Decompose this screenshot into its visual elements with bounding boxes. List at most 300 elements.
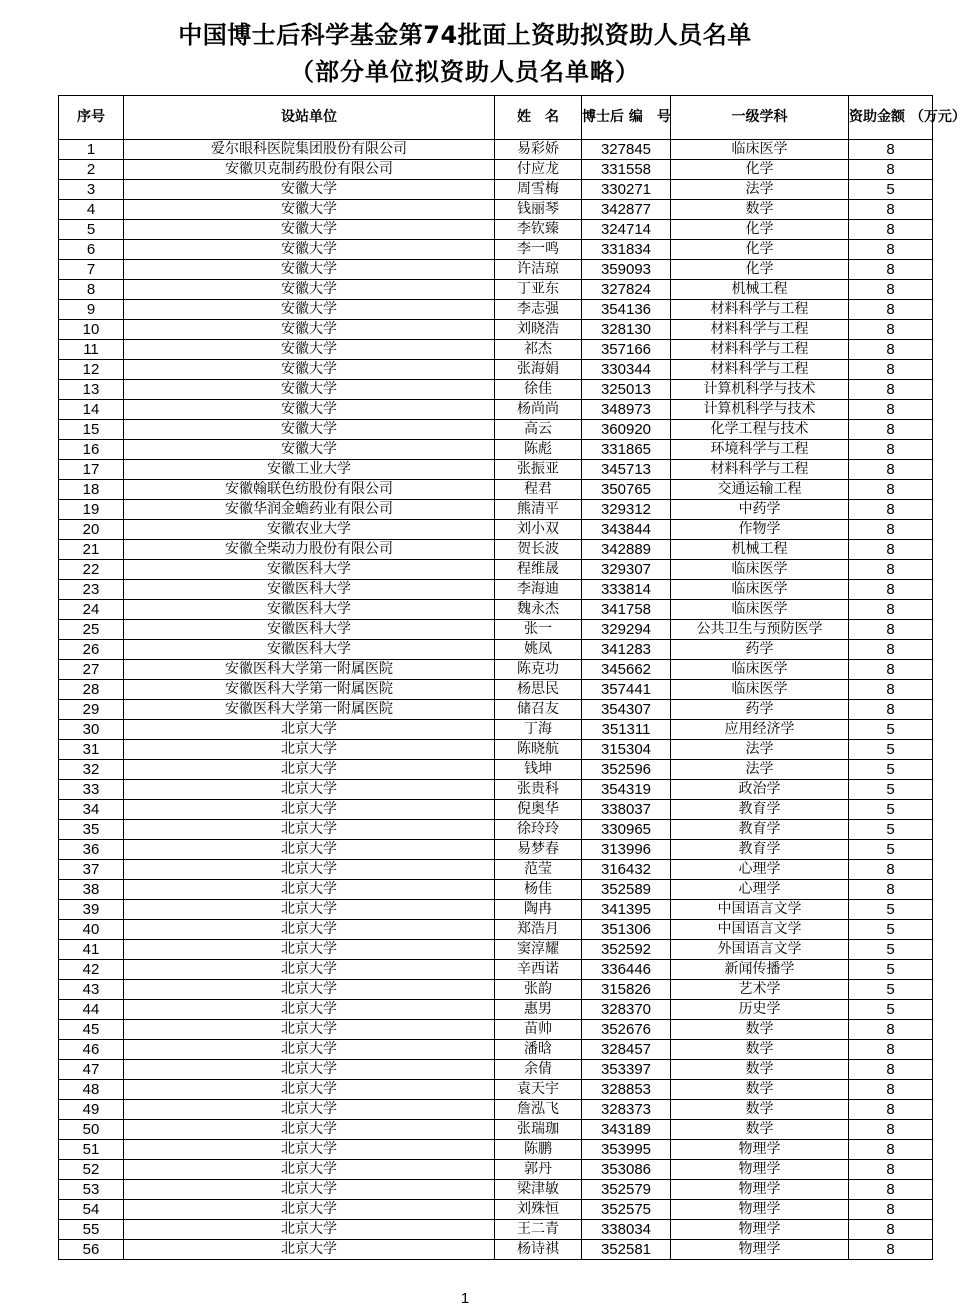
cell-unit: 北京大学: [124, 720, 495, 740]
cell-name: 惠男: [495, 1000, 582, 1020]
table-row: [59, 900, 933, 920]
cell-amount: 8: [849, 460, 933, 480]
cell-postdoc-code: 315826: [582, 980, 671, 1000]
cell-subject: 物理学: [671, 1140, 849, 1160]
cell-unit: 北京大学: [124, 740, 495, 760]
cell-index: 25: [59, 620, 124, 640]
cell-index: 49: [59, 1100, 124, 1120]
cell-name: 付应龙: [495, 160, 582, 180]
cell-amount: 5: [849, 940, 933, 960]
cell-name: 王二青: [495, 1220, 582, 1240]
document-title: 中国博士后科学基金第74批面上资助拟资助人员名单: [178, 21, 752, 49]
cell-amount: 8: [849, 580, 933, 600]
cell-amount: 8: [849, 360, 933, 380]
cell-name: 张瑞珈: [495, 1120, 582, 1140]
cell-amount: 8: [849, 500, 933, 520]
header-amount: 资助金额 （万元）: [849, 96, 933, 140]
cell-subject: 数学: [671, 200, 849, 220]
cell-index: 16: [59, 440, 124, 460]
cell-subject: 临床医学: [671, 660, 849, 680]
cell-subject: 临床医学: [671, 580, 849, 600]
table-row: [59, 920, 933, 940]
cell-index: 35: [59, 820, 124, 840]
cell-subject: 材料科学与工程: [671, 460, 849, 480]
cell-name: 张贵科: [495, 780, 582, 800]
cell-postdoc-code: 343844: [582, 520, 671, 540]
cell-amount: 5: [849, 820, 933, 840]
cell-index: 47: [59, 1060, 124, 1080]
cell-amount: 8: [849, 340, 933, 360]
cell-unit: 北京大学: [124, 820, 495, 840]
cell-name: 余倩: [495, 1060, 582, 1080]
cell-index: 13: [59, 380, 124, 400]
table-row: [59, 360, 933, 380]
cell-postdoc-code: 352592: [582, 940, 671, 960]
cell-postdoc-code: 341283: [582, 640, 671, 660]
cell-unit: 安徽大学: [124, 420, 495, 440]
cell-subject: 交通运输工程: [671, 480, 849, 500]
cell-postdoc-code: 328130: [582, 320, 671, 340]
cell-name: 郑浩月: [495, 920, 582, 940]
cell-postdoc-code: 357441: [582, 680, 671, 700]
cell-postdoc-code: 345662: [582, 660, 671, 680]
cell-index: 17: [59, 460, 124, 480]
cell-amount: 8: [849, 260, 933, 280]
page-number: 1: [460, 1290, 470, 1307]
cell-unit: 北京大学: [124, 1040, 495, 1060]
cell-index: 34: [59, 800, 124, 820]
cell-subject: 环境科学与工程: [671, 440, 849, 460]
cell-name: 陶冉: [495, 900, 582, 920]
cell-subject: 政治学: [671, 780, 849, 800]
cell-index: 32: [59, 760, 124, 780]
cell-unit: 安徽医科大学: [124, 560, 495, 580]
cell-amount: 5: [849, 740, 933, 760]
cell-unit: 安徽大学: [124, 400, 495, 420]
cell-subject: 作物学: [671, 520, 849, 540]
table-row: [59, 400, 933, 420]
table-row: [59, 140, 933, 160]
cell-subject: 外国语言文学: [671, 940, 849, 960]
cell-index: 51: [59, 1140, 124, 1160]
cell-amount: 5: [849, 960, 933, 980]
cell-postdoc-code: 330344: [582, 360, 671, 380]
cell-index: 3: [59, 180, 124, 200]
cell-postdoc-code: 328457: [582, 1040, 671, 1060]
cell-postdoc-code: 360920: [582, 420, 671, 440]
cell-postdoc-code: 352589: [582, 880, 671, 900]
cell-unit: 安徽大学: [124, 340, 495, 360]
cell-unit: 安徽全柴动力股份有限公司: [124, 540, 495, 560]
cell-amount: 5: [849, 900, 933, 920]
cell-unit: 安徽大学: [124, 260, 495, 280]
cell-postdoc-code: 345713: [582, 460, 671, 480]
cell-postdoc-code: 333814: [582, 580, 671, 600]
cell-postdoc-code: 336446: [582, 960, 671, 980]
cell-amount: 5: [849, 1000, 933, 1020]
cell-amount: 8: [849, 600, 933, 620]
cell-subject: 材料科学与工程: [671, 360, 849, 380]
cell-unit: 北京大学: [124, 1080, 495, 1100]
cell-subject: 法学: [671, 740, 849, 760]
table-row: [59, 460, 933, 480]
cell-postdoc-code: 328370: [582, 1000, 671, 1020]
table-row: [59, 720, 933, 740]
cell-amount: 8: [849, 140, 933, 160]
cell-unit: 北京大学: [124, 1140, 495, 1160]
cell-amount: 8: [849, 620, 933, 640]
cell-postdoc-code: 313996: [582, 840, 671, 860]
cell-unit: 安徽大学: [124, 320, 495, 340]
cell-name: 潘晗: [495, 1040, 582, 1060]
cell-unit: 北京大学: [124, 980, 495, 1000]
cell-subject: 临床医学: [671, 140, 849, 160]
table-row: [59, 660, 933, 680]
cell-name: 丁海: [495, 720, 582, 740]
cell-subject: 教育学: [671, 820, 849, 840]
cell-amount: 8: [849, 1080, 933, 1100]
cell-name: 李志强: [495, 300, 582, 320]
header-index: 序号: [59, 96, 124, 140]
cell-subject: 中药学: [671, 500, 849, 520]
cell-subject: 物理学: [671, 1200, 849, 1220]
cell-subject: 物理学: [671, 1160, 849, 1180]
cell-postdoc-code: 359093: [582, 260, 671, 280]
cell-postdoc-code: 348973: [582, 400, 671, 420]
cell-unit: 北京大学: [124, 780, 495, 800]
cell-index: 43: [59, 980, 124, 1000]
cell-index: 44: [59, 1000, 124, 1020]
cell-index: 31: [59, 740, 124, 760]
table-row: [59, 840, 933, 860]
cell-name: 张海娟: [495, 360, 582, 380]
cell-amount: 5: [849, 840, 933, 860]
table-row: [59, 240, 933, 260]
cell-amount: 8: [849, 1060, 933, 1080]
cell-name: 祁杰: [495, 340, 582, 360]
cell-name: 梁津敏: [495, 1180, 582, 1200]
cell-name: 陈鹏: [495, 1140, 582, 1160]
cell-subject: 物理学: [671, 1220, 849, 1240]
cell-amount: 8: [849, 280, 933, 300]
table-row: [59, 180, 933, 200]
cell-name: 詹泓飞: [495, 1100, 582, 1120]
cell-amount: 8: [849, 1220, 933, 1240]
cell-unit: 安徽翰联色纺股份有限公司: [124, 480, 495, 500]
cell-index: 39: [59, 900, 124, 920]
cell-subject: 临床医学: [671, 600, 849, 620]
cell-postdoc-code: 330965: [582, 820, 671, 840]
cell-subject: 艺术学: [671, 980, 849, 1000]
cell-name: 窦淳耀: [495, 940, 582, 960]
cell-subject: 数学: [671, 1060, 849, 1080]
cell-amount: 8: [849, 1240, 933, 1260]
cell-index: 15: [59, 420, 124, 440]
cell-postdoc-code: 353397: [582, 1060, 671, 1080]
cell-subject: 临床医学: [671, 560, 849, 580]
table-row: [59, 420, 933, 440]
cell-name: 辛西诺: [495, 960, 582, 980]
cell-name: 钱丽琴: [495, 200, 582, 220]
cell-name: 刘殊恒: [495, 1200, 582, 1220]
cell-subject: 计算机科学与技术: [671, 380, 849, 400]
cell-postdoc-code: 341395: [582, 900, 671, 920]
cell-subject: 教育学: [671, 840, 849, 860]
table-header: [59, 96, 966, 140]
cell-amount: 8: [849, 420, 933, 440]
table-row: [59, 520, 933, 540]
cell-unit: 安徽贝克制药股份有限公司: [124, 160, 495, 180]
cell-amount: 8: [849, 300, 933, 320]
cell-postdoc-code: 351311: [582, 720, 671, 740]
table-row: [59, 1180, 933, 1200]
cell-postdoc-code: 352596: [582, 760, 671, 780]
table-row: [59, 340, 933, 360]
cell-postdoc-code: 350765: [582, 480, 671, 500]
cell-subject: 药学: [671, 640, 849, 660]
cell-index: 24: [59, 600, 124, 620]
cell-index: 26: [59, 640, 124, 660]
cell-amount: 8: [849, 1160, 933, 1180]
table-row: [59, 260, 933, 280]
cell-name: 苗帅: [495, 1020, 582, 1040]
cell-postdoc-code: 354136: [582, 300, 671, 320]
cell-index: 21: [59, 540, 124, 560]
table-row: [59, 1060, 933, 1080]
cell-amount: 8: [849, 400, 933, 420]
document-subtitle: （部分单位拟资助人员名单略）: [290, 58, 640, 86]
cell-index: 52: [59, 1160, 124, 1180]
cell-index: 37: [59, 860, 124, 880]
table-row: [59, 320, 933, 340]
cell-postdoc-code: 352676: [582, 1020, 671, 1040]
cell-subject: 中国语言文学: [671, 900, 849, 920]
cell-index: 33: [59, 780, 124, 800]
cell-index: 40: [59, 920, 124, 940]
cell-subject: 新闻传播学: [671, 960, 849, 980]
cell-unit: 爱尔眼科医院集团股份有限公司: [124, 140, 495, 160]
cell-amount: 5: [849, 720, 933, 740]
table-row: [59, 380, 933, 400]
table-row: [59, 760, 933, 780]
cell-unit: 北京大学: [124, 940, 495, 960]
cell-postdoc-code: 328853: [582, 1080, 671, 1100]
cell-amount: 8: [849, 480, 933, 500]
table-row: [59, 620, 933, 640]
cell-name: 易彩娇: [495, 140, 582, 160]
cell-subject: 药学: [671, 700, 849, 720]
cell-index: 50: [59, 1120, 124, 1140]
cell-subject: 中国语言文学: [671, 920, 849, 940]
cell-index: 9: [59, 300, 124, 320]
cell-subject: 物理学: [671, 1180, 849, 1200]
cell-amount: 8: [849, 560, 933, 580]
cell-unit: 安徽医科大学: [124, 620, 495, 640]
cell-unit: 安徽大学: [124, 440, 495, 460]
cell-amount: 5: [849, 760, 933, 780]
cell-name: 钱坤: [495, 760, 582, 780]
cell-postdoc-code: 315304: [582, 740, 671, 760]
cell-subject: 化学: [671, 220, 849, 240]
cell-postdoc-code: 331558: [582, 160, 671, 180]
table-row: [59, 1120, 933, 1140]
cell-index: 1: [59, 140, 124, 160]
table-row: [59, 1220, 933, 1240]
table-row: [59, 1040, 933, 1060]
table-row: [59, 580, 933, 600]
cell-name: 姚凤: [495, 640, 582, 660]
cell-postdoc-code: 324714: [582, 220, 671, 240]
cell-name: 杨诗祺: [495, 1240, 582, 1260]
cell-postdoc-code: 329312: [582, 500, 671, 520]
cell-subject: 化学工程与技术: [671, 420, 849, 440]
header-name: 姓 名: [495, 96, 582, 140]
cell-index: 27: [59, 660, 124, 680]
cell-postdoc-code: 353995: [582, 1140, 671, 1160]
cell-name: 刘晓浩: [495, 320, 582, 340]
cell-name: 丁亚东: [495, 280, 582, 300]
cell-index: 42: [59, 960, 124, 980]
cell-postdoc-code: 316432: [582, 860, 671, 880]
table-row: [59, 560, 933, 580]
cell-subject: 机械工程: [671, 280, 849, 300]
cell-postdoc-code: 328373: [582, 1100, 671, 1120]
cell-postdoc-code: 338037: [582, 800, 671, 820]
cell-index: 18: [59, 480, 124, 500]
cell-unit: 北京大学: [124, 860, 495, 880]
cell-unit: 安徽农业大学: [124, 520, 495, 540]
cell-amount: 8: [849, 320, 933, 340]
cell-index: 11: [59, 340, 124, 360]
cell-unit: 安徽医科大学: [124, 580, 495, 600]
cell-subject: 机械工程: [671, 540, 849, 560]
cell-amount: 8: [849, 200, 933, 220]
cell-name: 徐佳: [495, 380, 582, 400]
cell-name: 周雪梅: [495, 180, 582, 200]
cell-subject: 材料科学与工程: [671, 340, 849, 360]
cell-postdoc-code: 331865: [582, 440, 671, 460]
header-subject: 一级学科: [671, 96, 849, 140]
cell-name: 李海迪: [495, 580, 582, 600]
cell-subject: 公共卫生与预防医学: [671, 620, 849, 640]
cell-unit: 北京大学: [124, 1060, 495, 1080]
cell-index: 28: [59, 680, 124, 700]
cell-name: 张韵: [495, 980, 582, 1000]
cell-amount: 5: [849, 920, 933, 940]
cell-index: 22: [59, 560, 124, 580]
cell-name: 袁天宇: [495, 1080, 582, 1100]
cell-index: 4: [59, 200, 124, 220]
cell-amount: 8: [849, 680, 933, 700]
header-unit: 设站单位: [124, 96, 495, 140]
cell-index: 23: [59, 580, 124, 600]
cell-subject: 物理学: [671, 1240, 849, 1260]
table-row: [59, 740, 933, 760]
table-row: [59, 440, 933, 460]
cell-amount: 8: [849, 660, 933, 680]
cell-subject: 数学: [671, 1080, 849, 1100]
table-row: [59, 1020, 933, 1040]
cell-index: 53: [59, 1180, 124, 1200]
cell-index: 5: [59, 220, 124, 240]
cell-unit: 安徽大学: [124, 380, 495, 400]
cell-unit: 北京大学: [124, 760, 495, 780]
cell-unit: 北京大学: [124, 840, 495, 860]
cell-subject: 数学: [671, 1120, 849, 1140]
cell-subject: 化学: [671, 260, 849, 280]
table-row: [59, 160, 933, 180]
cell-amount: 8: [849, 1100, 933, 1120]
cell-unit: 北京大学: [124, 1200, 495, 1220]
cell-postdoc-code: 330271: [582, 180, 671, 200]
cell-amount: 8: [849, 540, 933, 560]
cell-postdoc-code: 351306: [582, 920, 671, 940]
table-row: [59, 700, 933, 720]
cell-subject: 历史学: [671, 1000, 849, 1020]
cell-name: 杨尚尚: [495, 400, 582, 420]
cell-postdoc-code: 354319: [582, 780, 671, 800]
cell-name: 陈克功: [495, 660, 582, 680]
cell-amount: 8: [849, 700, 933, 720]
cell-amount: 5: [849, 180, 933, 200]
cell-name: 陈晓航: [495, 740, 582, 760]
cell-index: 6: [59, 240, 124, 260]
cell-name: 李一鸣: [495, 240, 582, 260]
cell-name: 高云: [495, 420, 582, 440]
cell-index: 29: [59, 700, 124, 720]
cell-postdoc-code: 342889: [582, 540, 671, 560]
cell-amount: 8: [849, 1040, 933, 1060]
table-row: [59, 300, 933, 320]
cell-name: 陈彪: [495, 440, 582, 460]
cell-postdoc-code: 352575: [582, 1200, 671, 1220]
table-row: [59, 1100, 933, 1120]
table-row: [59, 220, 933, 240]
cell-subject: 心理学: [671, 860, 849, 880]
table-row: [59, 540, 933, 560]
table-row: [59, 1000, 933, 1020]
cell-index: 41: [59, 940, 124, 960]
table-row: [59, 1080, 933, 1100]
cell-unit: 北京大学: [124, 1120, 495, 1140]
cell-unit: 北京大学: [124, 900, 495, 920]
table-row: [59, 1200, 933, 1220]
table-row: [59, 1240, 933, 1260]
cell-name: 易梦春: [495, 840, 582, 860]
cell-subject: 化学: [671, 240, 849, 260]
cell-name: 熊清平: [495, 500, 582, 520]
cell-subject: 临床医学: [671, 680, 849, 700]
cell-unit: 安徽医科大学: [124, 640, 495, 660]
cell-postdoc-code: 357166: [582, 340, 671, 360]
table-row: [59, 780, 933, 800]
cell-unit: 安徽医科大学: [124, 600, 495, 620]
cell-postdoc-code: 343189: [582, 1120, 671, 1140]
cell-amount: 8: [849, 160, 933, 180]
cell-index: 36: [59, 840, 124, 860]
table-row: [59, 680, 933, 700]
cell-postdoc-code: 341758: [582, 600, 671, 620]
cell-subject: 教育学: [671, 800, 849, 820]
cell-index: 48: [59, 1080, 124, 1100]
cell-name: 李钦臻: [495, 220, 582, 240]
cell-index: 55: [59, 1220, 124, 1240]
cell-index: 56: [59, 1240, 124, 1260]
cell-postdoc-code: 331834: [582, 240, 671, 260]
table-row: [59, 640, 933, 660]
cell-unit: 安徽医科大学第一附属医院: [124, 680, 495, 700]
cell-unit: 安徽大学: [124, 220, 495, 240]
